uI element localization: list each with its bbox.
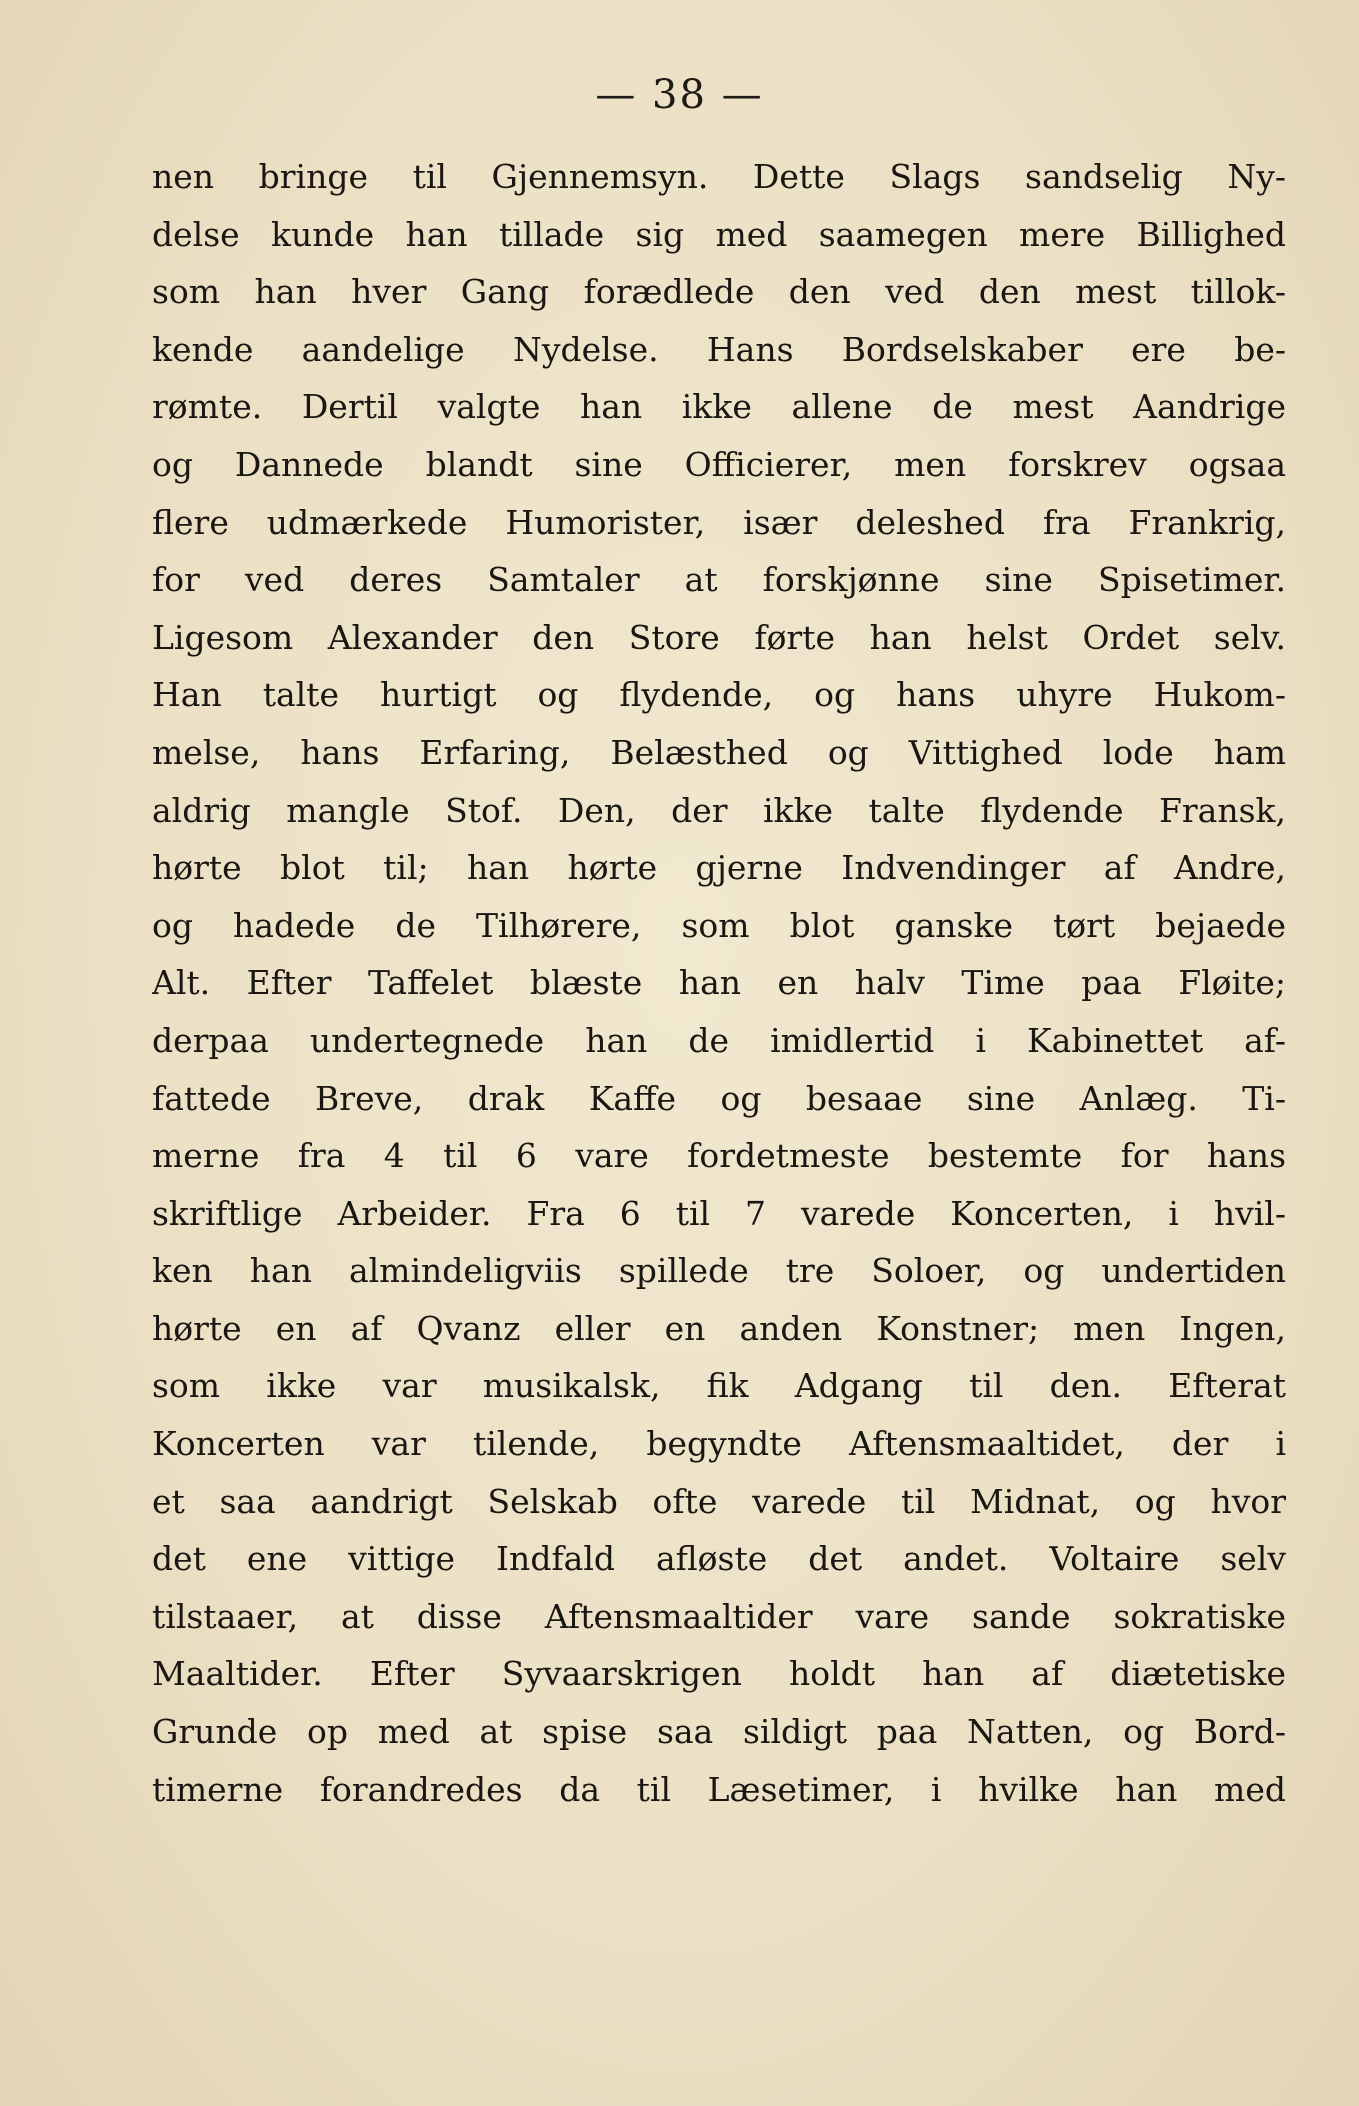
text-line: fattede Breve, drak Kaffe og besaae sine Anlæg. Ti- <box>152 1078 1286 1118</box>
text-line: Alt. Efter Taffelet blæste han en halv Time paa Fløite; <box>152 963 1286 1003</box>
page-number: — 38 — <box>595 72 764 118</box>
text-line: skriftlige Arbeider. Fra 6 til 7 varede Koncerten, i hvil- <box>152 1193 1286 1233</box>
text-line: aldrig mangle Stof. Den, der ikke talte flydende Fransk, <box>152 790 1286 830</box>
text-line: Ligesom Alexander den Store førte han helst Ordet selv. <box>152 617 1286 657</box>
text-line: Koncerten var tilende, begyndte Aftensmaaltidet, der i <box>152 1424 1286 1464</box>
text-line: Han talte hurtigt og flydende, og hans uhyre Hukom- <box>152 675 1286 715</box>
text-line: det ene vittige Indfald afløste det andet. Voltaire selv <box>152 1539 1286 1579</box>
text-line: som ikke var musikalsk, fik Adgang til den. Efterat <box>152 1366 1286 1406</box>
text-line: som han hver Gang forædlede den ved den mest tillok- <box>152 272 1286 312</box>
text-line: hørte en af Qvanz eller en anden Konstner; men Ingen, <box>152 1308 1286 1348</box>
text-line: timerne forandredes da til Læsetimer, i hvilke han med <box>152 1769 1286 1809</box>
text-line: rømte. Dertil valgte han ikke allene de mest Aandrige <box>152 387 1286 427</box>
text-line: og Dannede blandt sine Officierer, men forskrev ogsaa <box>152 444 1286 484</box>
body-text <box>152 148 1286 1818</box>
text-line: for ved deres Samtaler at forskjønne sine Spisetimer. <box>152 560 1286 600</box>
text-line: ken han almindeligviis spillede tre Soloer, og undertiden <box>152 1251 1286 1291</box>
text-line: delse kunde han tillade sig med saamegen mere Billighed <box>152 214 1286 254</box>
text-line: kende aandelige Nydelse. Hans Bordselskaber ere be- <box>152 329 1286 369</box>
text-line: Maaltider. Efter Syvaarskrigen holdt han af diætetiske <box>152 1654 1286 1694</box>
text-line: merne fra 4 til 6 vare fordetmeste bestemte for hans <box>152 1136 1286 1176</box>
text-line: hørte blot til; han hørte gjerne Indvendinger af Andre, <box>152 848 1286 888</box>
text-line: flere udmærkede Humorister, især deleshed fra Frankrig, <box>152 502 1286 542</box>
text-line: et saa aandrigt Selskab ofte varede til Midnat, og hvor <box>152 1481 1286 1521</box>
text-line: nen bringe til Gjennemsyn. Dette Slags sandselig Ny- <box>152 157 1286 196</box>
text-line: melse, hans Erfaring, Belæsthed og Vittighed lode ham <box>152 732 1286 772</box>
text-line: og hadede de Tilhørere, som blot ganske tørt bejaede <box>152 905 1286 945</box>
text-line: Grunde op med at spise saa sildigt paa Natten, og Bord- <box>152 1712 1286 1752</box>
text-line: derpaa undertegnede han de imidlertid i Kabinettet af- <box>152 1020 1286 1060</box>
text-line: tilstaaer, at disse Aftensmaaltider vare sande sokratiske <box>152 1596 1286 1636</box>
